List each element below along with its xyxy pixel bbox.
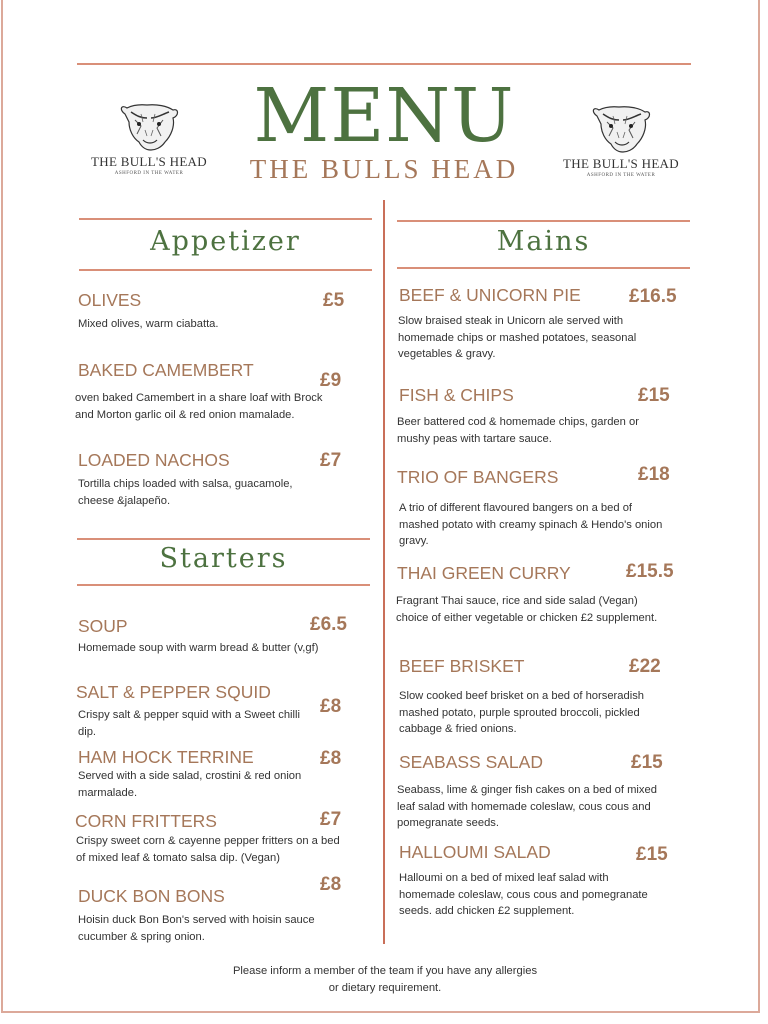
menu-item-name: TRIO OF BANGERS xyxy=(397,467,559,487)
menu-item-name: BEEF BRISKET xyxy=(399,656,525,676)
starters-rule-top xyxy=(77,538,370,540)
menu-item-description: A trio of different flavoured bangers on a bed of mashed potato with creamy spinach & Hendo's onion gravy. xyxy=(399,502,663,547)
menu-item-price: £8 xyxy=(320,748,342,769)
menu-item-price: £22 xyxy=(629,656,661,677)
menu-item-price: £5 xyxy=(323,290,345,311)
menu-item-price: £7 xyxy=(320,450,342,471)
menu-item-price: £16.5 xyxy=(629,286,677,307)
menu-item-description: Halloumi on a bed of mixed leaf salad with homemade coleslaw, cous cous and pomegranate seeds. add chicken £2 supplement. xyxy=(399,872,648,917)
menu-item-description: Mixed olives, warm ciabatta. xyxy=(78,318,219,330)
menu-item-price: £6.5 xyxy=(310,614,347,635)
header-rule xyxy=(77,63,691,65)
menu-item-price: £18 xyxy=(638,464,670,485)
menu-item-name: HAM HOCK TERRINE xyxy=(78,747,254,767)
menu-item-description: Seabass, lime & ginger fish cakes on a bed of mixed leaf salad with homemade coleslaw, cous cous and pomegranate seeds. xyxy=(397,784,657,829)
menu-item-name: FISH & CHIPS xyxy=(399,385,514,405)
menu-item-name: BAKED CAMEMBERT xyxy=(78,360,254,380)
menu-item-price: £7 xyxy=(320,809,342,830)
menu-item-description: Hoisin duck Bon Bon's served with hoisin sauce cucumber & spring onion. xyxy=(78,914,315,943)
menu-item-name: LOADED NACHOS xyxy=(78,450,230,470)
menu-item-price: £15 xyxy=(636,844,668,865)
menu-item-name: SEABASS SALAD xyxy=(399,752,543,772)
menu-item-name: HALLOUMI SALAD xyxy=(399,842,551,862)
menu-item-name: DUCK BON BONS xyxy=(78,886,225,906)
menu-item-price: £9 xyxy=(320,370,342,391)
appetizer-heading: Appetizer xyxy=(150,226,301,257)
menu-item-description: Fragrant Thai sauce, rice and side salad (Vegan) choice of either vegetable or chicken £2 supplement. xyxy=(396,595,658,624)
menu-item-name: SALT & PEPPER SQUID xyxy=(76,682,271,702)
menu-item-price: £15 xyxy=(638,385,670,406)
menu-item-name: BEEF & UNICORN PIE xyxy=(399,285,581,305)
menu-item-price: £15 xyxy=(631,752,663,773)
allergy-note: Please inform a member of the team if you have any allergies or dietary requirement. xyxy=(232,965,538,994)
menu-item-description: Slow braised steak in Unicorn ale served with homemade chips or mashed potatoes, seasonal vegetables & gravy. xyxy=(398,315,637,360)
menu-item-price: £8 xyxy=(320,874,342,895)
page-subtitle: THE BULLS HEAD xyxy=(249,154,519,184)
page-title: MENU xyxy=(253,73,515,159)
menu-item-price: £8 xyxy=(320,696,342,717)
logo-right-name: THE BULL'S HEAD xyxy=(563,156,679,171)
appetizer-rule-bottom xyxy=(79,269,372,271)
column-divider xyxy=(383,200,385,944)
mains-rule-top xyxy=(397,220,690,222)
menu-item-description: Served with a side salad, crostini & red onion marmalade. xyxy=(78,770,302,799)
logo-right xyxy=(546,102,696,178)
logo-right-tagline: ASHFORD IN THE WATER xyxy=(586,173,656,178)
menu-item-name: OLIVES xyxy=(78,290,142,310)
logo-left-name: THE BULL'S HEAD xyxy=(91,154,207,169)
starters-rule-bottom xyxy=(77,584,370,586)
menu-item-description: oven baked Camembert in a share loaf with Brock and Morton garlic oil & red onion mamalade. xyxy=(75,392,323,421)
mains-rule-bottom xyxy=(397,267,690,269)
menu-item-description: Homemade soup with warm bread & butter (v,gf) xyxy=(78,642,319,654)
menu-item-description: Slow cooked beef brisket on a bed of horseradish mashed potato, purple sprouted broccoli, pickled cabbage & fried onions. xyxy=(399,690,645,735)
bull-head-icon xyxy=(589,102,653,154)
menu-item-price: £15.5 xyxy=(626,561,674,582)
menu-item-description: Beer battered cod & homemade chips, garden or mushy peas with tartare sauce. xyxy=(397,416,639,445)
mains-heading: Mains xyxy=(496,226,591,257)
starters-heading: Starters xyxy=(159,543,288,574)
menu-item-description: Crispy sweet corn & cayenne pepper fritters on a bed of mixed leaf & tomato salsa dip. (Vegan) xyxy=(76,835,340,864)
menu-item-description: Tortilla chips loaded with salsa, guacamole, cheese &jalapeño. xyxy=(78,478,293,507)
bull-head-icon xyxy=(117,100,181,152)
menu-item-name: SOUP xyxy=(78,616,128,636)
logo-left-tagline: ASHFORD IN THE WATER xyxy=(114,171,184,176)
menu-item-name: THAI GREEN CURRY xyxy=(397,563,571,583)
appetizer-rule-top xyxy=(79,218,372,220)
menu-item-description: Crispy salt & pepper squid with a Sweet chilli dip. xyxy=(78,709,300,738)
menu-item-name: CORN FRITTERS xyxy=(75,811,217,831)
